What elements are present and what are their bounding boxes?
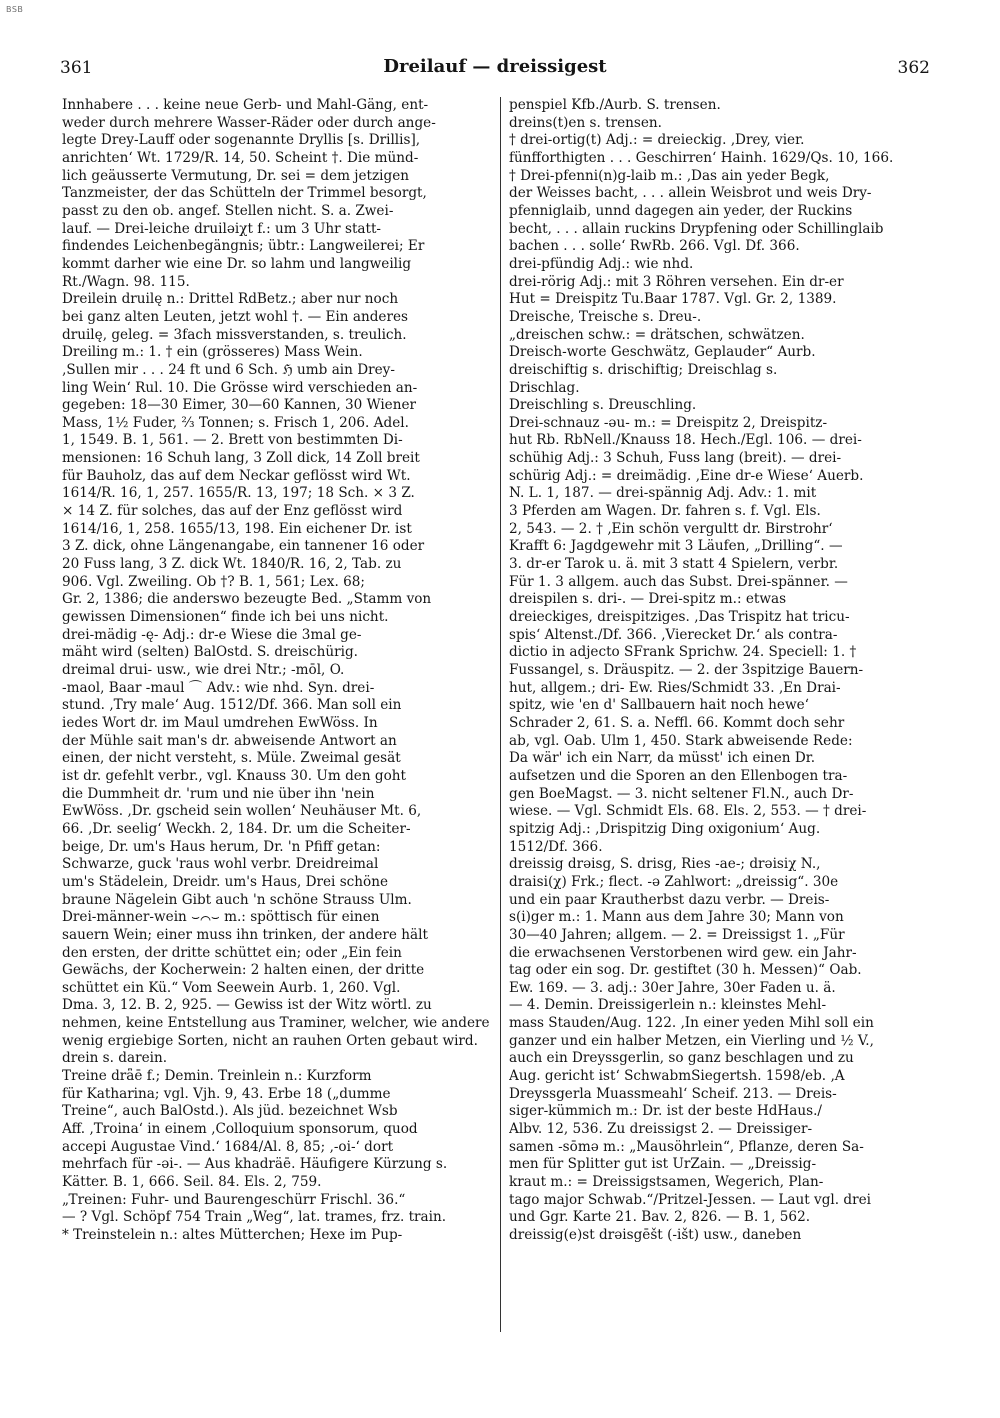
text-line: Schwarze, guck 'raus wohl verbr. Dreidreimal (62, 856, 379, 873)
text-line: beige, Dr. um's Haus herum, Dr. 'n Pfiff getan: (62, 838, 381, 855)
text-line: 3 Pferden am Wagen. Dr. fahren s. f. Vgl. Els. (509, 503, 821, 520)
text-line: -maol, Baar -maul ⌒ Adv.: wie nhd. Syn. drei- (62, 679, 375, 696)
text-line: tago major Schwab.“/Pritzel-Jessen. — Laut vgl. drei (509, 1191, 871, 1208)
text-line: 66. ‚Dr. seelig‘ Weckh. 2, 184. Dr. um die Scheiter- (62, 820, 411, 837)
text-line: ‚Sullen mir . . . 24 ft und 6 Sch. ℌ umb ain Drey- (62, 361, 395, 378)
text-line: dreispilen s. dri-. — Drei-spitz m.: etwas (509, 591, 787, 608)
text-line: Dreilein druilę n.: Drittel RdBetz.; aber nur noch (62, 291, 399, 308)
text-line: Treine drǟē f.; Demin. Treinlein n.: Kurzform (62, 1068, 372, 1085)
text-line: für Katharina; vgl. Vjh. 9, 43. Erbe 18 („dumme (62, 1085, 391, 1102)
text-line: spis‘ Altenst./Df. 366. ‚Vierecket Dr.‘ als contra- (509, 626, 838, 643)
text-line: 2, 543. — 2. † ‚Ein schön vergultt dr. Birstrohr‘ (509, 520, 833, 537)
page-title: Dreilauf — dreissigest (383, 56, 607, 77)
text-line: EwWöss. ‚Dr. gscheid sein wollen‘ Neuhäuser Mt. 6, (62, 803, 422, 820)
text-line: draisi(χ) Frk.; flect. -ə Zahlwort: „dreissig“. 30e (509, 873, 839, 890)
text-line: dreieckiges, dreispitziges. ‚Das Trispitz hat tricu- (509, 609, 850, 626)
text-line: bei ganz alten Leuten, jetzt wohl †. — Ein anderes (62, 308, 408, 325)
text-line: bachen . . . solle‘ RwRb. 266. Vgl. Df. 366. (509, 238, 800, 255)
right-page-number: 362 (897, 58, 930, 78)
text-line: Dreischling s. Dreuschling. (509, 397, 697, 414)
text-line: „dreischen schw.: = drätschen, schwätzen. (509, 326, 805, 343)
text-line: schüttet ein Kü.“ Vom Seewein Aurb. 1, 260. Vgl. (62, 979, 401, 996)
text-line: „Treinen: Fuhr- und Baurengeschürr Frischl. 36.“ (62, 1191, 406, 1208)
text-line: der Weisses bacht, . . . allein Weisbrot und weis Dry- (509, 185, 872, 202)
text-line: 906. Vgl. Zweiling. Ob †? B. 1, 561; Lex. 68; (62, 573, 365, 590)
text-line: ling Wein‘ Rul. 10. Die Grösse wird verschieden an- (62, 379, 418, 396)
text-line: siger-kümmich m.: Dr. ist der beste HdHaus./ (509, 1103, 823, 1120)
text-line: s(i)ger m.: 1. Mann aus dem Jahre 30; Mann von (509, 909, 844, 926)
text-line: — 4. Demin. Dreissigerlein n.: kleinstes Mehl- (509, 997, 827, 1014)
text-line: Tanzmeister, der das Schütteln der Trimmel besorgt, (62, 185, 427, 202)
text-line: und Ggr. Karte 21. Bav. 2, 826. — B. 1, 562. (509, 1209, 811, 1226)
text-line: Dreyssgerla Muassmeahl‘ Scheif. 213. — Dreis- (509, 1085, 837, 1102)
text-line: Treine“, auch BalOstd.). Als jüd. bezeichnet Wsb (62, 1103, 398, 1120)
text-line: Innhabere . . . keine neue Gerb- und Mahl-Gäng, ent- (62, 97, 429, 113)
text-line: pfenniglaib, unnd dagegen ain yeder, der Ruckins (509, 202, 853, 219)
text-line: Dma. 3, 12. B. 2, 925. — Gewiss ist der Witz wörtl. zu (62, 997, 432, 1014)
text-line: 30—40 Jahren; allgem. — 2. = Dreissigst 1. „Für (509, 926, 845, 943)
right-text-column (509, 97, 933, 1367)
text-line: Albv. 12, 536. Zu dreissigst 2. — Dreissiger- (509, 1121, 813, 1138)
text-line: × 14 Z. für solches, das auf der Enz geflösst wird (62, 503, 403, 520)
text-line: drein s. darein. (62, 1050, 168, 1067)
text-line: wiese. — Vgl. Schmidt Els. 68. Els. 2, 553. — † drei- (509, 803, 867, 820)
text-line: Schrader 2, 61. S. a. Neffl. 66. Kommt doch sehr (509, 714, 845, 731)
text-line: becht, . . . allain ruckins Drypfening oder Schillinglaib (509, 220, 884, 237)
text-line: ganzer und ein halber Metzen, ein Vierling und ½ V., (509, 1032, 874, 1049)
text-line: 20 Fuss lang, 3 Z. dick Wt. 1840/R. 16, 2, Tab. zu (62, 556, 402, 573)
text-line: — ? Vgl. Schöpf 754 Train „Weg“, lat. trames, frz. train. (62, 1209, 447, 1226)
text-line: schühig Adj.: 3 Schuh, Fuss lang (breit). — drei- (509, 450, 842, 467)
text-line: spitzig Adj.: ‚Drispitzig Ding oxigonium‘ Aug. (509, 820, 821, 837)
text-line: Drischlag. (509, 379, 580, 396)
column-divider (500, 97, 501, 1332)
text-line: die erwachsenen Verstorbenen wird gew. ein Jahr- (509, 944, 857, 961)
text-line: Drei-männer-wein ⌣⌒⌣ m.: spöttisch für einen (62, 909, 380, 926)
text-line: dictio in adjecto SFrank Sprichw. 24. Speciell: 1. † (509, 644, 857, 661)
text-line: kommt darher wie eine Dr. so lahm und langweilig (62, 255, 412, 272)
text-line: stund. ‚Try male‘ Aug. 1512/Df. 366. Man soll ein (62, 697, 402, 714)
text-line: iedes Wort dr. im Maul umdrehen EwWöss. In (62, 714, 378, 731)
page-header (60, 52, 930, 84)
text-line: Drei-schnauz -əu- m.: = Dreispitz 2, Dreispitz- (509, 414, 828, 431)
text-line: Aff. ‚Troina‘ in einem ‚Colloquium sponsorum, quod (62, 1121, 418, 1138)
text-line: passt zu den ob. angef. Stellen nicht. S. a. Zwei- (62, 202, 394, 219)
text-line: einen, der nicht versteht, s. Müle. Zweimal gesät (62, 750, 401, 767)
text-line: lich geäusserte Vermutung, Dr. sei = dem jetzigen (62, 167, 410, 184)
text-line: drei-pfündig Adj.: wie nhd. (509, 255, 694, 272)
text-line: weder durch mehrere Wasser-Räder oder durch ange- (62, 114, 436, 131)
text-line: Kätter. B. 1, 666. Seil. 84. Els. 2, 759. (62, 1174, 322, 1191)
text-line: Dreiling m.: 1. † ein (grösseres) Mass Wein. (62, 344, 363, 361)
text-line: dreissig drəisg, S. drisg, Ries -ae-; drəisiχ N., (509, 856, 821, 873)
text-line: gegeben: 18—30 Eimer, 30—60 Kannen, 30 Wiener (62, 397, 417, 414)
text-line: hut, allgem.; dri- Ew. Ries/Schmidt 33. ‚En Drai- (509, 679, 841, 696)
text-line: 3 Z. dick, ohne Längenangabe, ein tannener 16 oder (62, 538, 425, 555)
text-line: dreissig(e)st drəisgēšt (-išt) usw., daneben (509, 1227, 802, 1243)
text-line: die Dummheit dr. 'rum und nie über ihn 'nein (62, 785, 375, 802)
text-line: und ein paar Krautherbst dazu verbr. — Dreis- (509, 891, 830, 908)
text-line: spitz, wie 'en d' Sallbauern hait noch hewe‘ (509, 697, 809, 714)
text-line: Hut = Dreispitz Tu.Baar 1787. Vgl. Gr. 2, 1389. (509, 291, 837, 308)
text-line: aufsetzen und die Sporen an den Ellenbogen tra- (509, 767, 848, 784)
text-line: gewissen Dimensionen“ finde ich bei uns nicht. (62, 609, 389, 626)
text-line: Rt./Wagn. 98. 115. (62, 273, 190, 290)
text-line: Da wär' ich ein Narr, da müsst' ich einen Dr. (509, 750, 816, 767)
text-line: drei-rörig Adj.: mit 3 Röhren versehen. Ein dr-er (509, 273, 844, 290)
text-line: Für 1. 3 allgem. auch das Subst. Drei-spänner. — (509, 573, 848, 590)
text-line: ist dr. gefehlt verbr., vgl. Knauss 30. Um den goht (62, 767, 407, 784)
text-line: Fussangel, s. Dräuspitz. — 2. der 3spitzige Bauern- (509, 662, 864, 678)
text-line: ab, vgl. Oab. Ulm 1, 450. Stark abweisende Rede: (509, 732, 853, 749)
text-line: druilę, geleg. = 3fach missverstanden, s. treulich. (62, 326, 407, 343)
text-line: mäht wird (selten) BalOstd. S. dreischürig. (62, 644, 358, 661)
text-line: 1, 1549. B. 1, 561. — 2. Brett von bestimmten Di- (62, 432, 403, 449)
left-page-number: 361 (60, 58, 93, 78)
text-line: Dreische, Treische s. Dreu-. (509, 308, 702, 325)
text-line: sauern Wein; einer muss ihn trinken, der andere hält (62, 926, 428, 943)
text-line: um's Städelein, Dreidr. um's Haus, Drei schöne (62, 873, 389, 890)
text-line: * Treinstelein n.: altes Mütterchen; Hexe im Pup- (62, 1227, 403, 1243)
text-line: dreischiftig s. drischiftig; Dreischlag s. (509, 361, 778, 378)
text-line: samen -sōmə m.: „Mausöhrlein“, Pflanze, deren Sa- (509, 1138, 864, 1155)
text-line: Dreisch-worte Geschwätz, Geplauder“ Aurb. (509, 344, 816, 361)
text-line: für Bauholz, das auf dem Neckar geflösst wird Wt. (62, 467, 411, 484)
text-line: mass Stauden/Aug. 122. ‚In einer yeden Mihl soll ein (509, 1015, 874, 1032)
text-line: mensionen: 16 Schuh lang, 3 Zoll dick, 14 Zoll breit (62, 450, 420, 467)
text-line: 1614/R. 16, 1, 257. 1655/R. 13, 197; 18 Sch. × 3 Z. (62, 485, 415, 502)
text-line: accepi Augustae Vind.‘ 1684/Al. 8, 85; ‚-oi-‘ dort (62, 1138, 394, 1155)
text-line: N. L. 1, 187. — drei-spännig Adj. Adv.: 1. mit (509, 485, 817, 502)
text-line: mehrfach für -əi-. — Aus khadräē. Häufigere Kürzung s. (62, 1156, 448, 1173)
text-line: auch ein Dreyssgerlin, so ganz beschlagen und zu (509, 1050, 854, 1067)
text-line: tag oder ein sog. Dr. gestiftet (30 h. Messen)“ Oab. (509, 962, 862, 979)
text-line: hut Rb. RbNell./Knauss 18. Hech./Egl. 106. — drei- (509, 432, 862, 449)
library-stamp: BSB (6, 5, 24, 14)
text-line: Gewächs, der Kocherwein: 2 halten einen, der dritte (62, 962, 425, 979)
text-line: men für Splitter gut ist UrZain. — „Dreissig- (509, 1156, 817, 1173)
text-line: Ew. 169. — 3. adj.: 30er Jahre, 30er Faden u. ä. (509, 979, 836, 996)
text-line: 1614/16, 1, 258. 1655/13, 198. Ein eichener Dr. ist (62, 520, 412, 537)
text-line: penspiel Kfb./Aurb. S. trensen. (509, 97, 721, 113)
text-line: Mass, 1½ Fuder, ⅔ Tonnen; s. Frisch 1, 206. Adel. (62, 414, 409, 431)
text-line: 1512/Df. 366. (509, 838, 603, 855)
text-line: der Mühle sait man's dr. abweisende Antwort an (62, 732, 397, 749)
left-text-column (62, 97, 496, 1367)
text-line: Aug. gericht ist‘ SchwabmSiegertsh. 1598/eb. ‚A (509, 1068, 845, 1085)
text-line: anrichten‘ Wt. 1729/R. 14, 50. Scheint †. Die münd- (62, 149, 419, 166)
text-line: legte Drey-Lauff oder sogenannte Dryllis [s. Drillis], (62, 132, 421, 149)
text-line: † drei-ortig(t) Adj.: = dreieckig. ‚Drey, vier. (509, 132, 805, 149)
text-line: wenig ergiebige Sorten, nicht an rauhen Orten gebaut wird. (62, 1032, 478, 1049)
text-line: dreins(t)en s. trensen. (509, 114, 662, 131)
text-line: gen BoeMagst. — 3. nicht seltener Fl.N., auch Dr- (509, 785, 854, 802)
text-line: 3. dr-er Tarok u. ä. mit 3 statt 4 Spielern, verbr. (509, 556, 839, 573)
text-line: fünfforthigten . . . Geschirren‘ Hainh. 1629/Qs. 10, 166. (509, 149, 894, 166)
text-line: schürig Adj.: = dreimädig. ‚Eine dr-e Wiese‘ Auerb. (509, 467, 864, 484)
text-line: dreimal drui- usw., wie drei Ntr.; -mōl, O. (62, 662, 345, 678)
text-line: nehmen, keine Entstellung aus Traminer, welcher, wie andere (62, 1015, 490, 1032)
text-line: drei-mädig -ę- Adj.: dr-e Wiese die 3mal ge- (62, 626, 362, 643)
text-line: findendes Leichenbegängnis; übtr.: Langweilerei; Er (62, 238, 425, 255)
text-line: braune Nägelein Gibt auch 'n schöne Strauss Ulm. (62, 891, 412, 908)
text-line: kraut m.: = Dreissigstsamen, Wegerich, Plan- (509, 1174, 824, 1191)
text-line: den ersten, der dritte schüttet ein; oder „Ein fein (62, 944, 402, 961)
text-line: lauf. — Drei-leiche druiləiχt f.: um 3 Uhr statt- (62, 220, 382, 237)
text-line: † Drei-pfenni(n)g-laib m.: ‚Das ain yeder Begk, (509, 167, 830, 184)
text-line: Krafft 6: Jagdgewehr mit 3 Läufen, „Drilling“. — (509, 538, 843, 555)
text-line: Gr. 2, 1386; die anderswo bezeugte Bed. „Stamm von (62, 591, 432, 608)
